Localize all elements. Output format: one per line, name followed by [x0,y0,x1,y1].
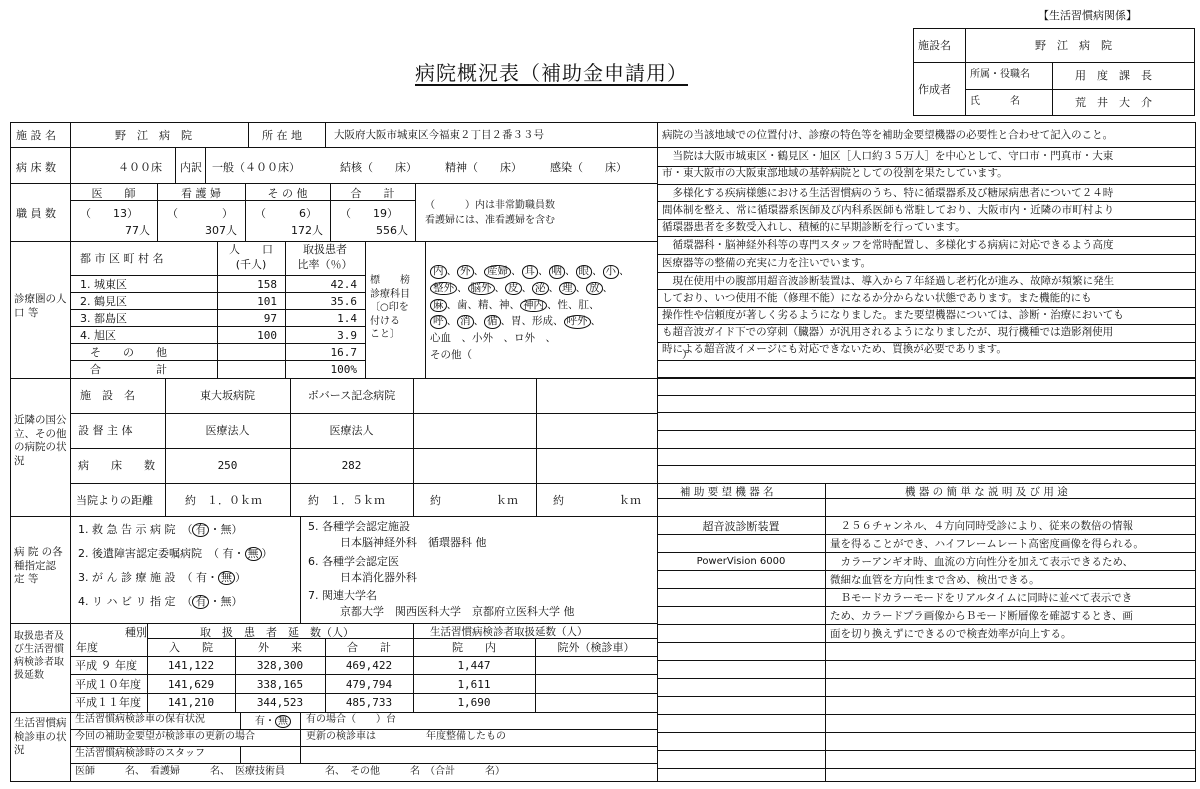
societies-value: 日本脳神経外科 循環器科 他 [340,536,487,549]
departments-line: 内 、 外 、 産婦 、 耳 、 咽 、 眼 、 小 、 [430,263,693,280]
description-line: しており、いつ使用不能（修理不能）になるか分からない状態であります。また機能的にも [662,292,1092,304]
department-item: 皮 [505,282,522,296]
header-author-label: 作成者 [918,83,951,96]
patient-cell: 1,447 [457,659,491,672]
patient-year: 平成 ９ 年度 [75,659,137,672]
certified-doctors-label: 6. 各種学会認定医 [308,555,399,568]
patient-cell: 141,210 [167,696,215,709]
patient-cell: 328,300 [256,659,304,672]
pop-row-ratio: 3.9 [337,329,357,342]
societies-label: 5. 各種学会認定施設 [308,520,410,533]
description-line: 循環器科・脳神経外科等の専門スタッフを常時配置し、多様化する病病に対応できるよう高度 [662,239,1114,251]
departments-label: 標 榜 診療科目 〔○印を 付ける こと〕 [370,275,410,340]
departments-line: その他（ ） [430,348,693,361]
universities-value: 京都大学 関西医科大学 京都府立医科大学 他 [340,605,575,618]
equipment-desc-line: 微細な血管を方向性まで含め、検出できる。 [830,574,1040,586]
staff-header-total: 合 計 [350,187,395,200]
department-item: 消 [457,315,474,329]
department-item: 産婦 [484,265,511,279]
beds-psych: 精神（ 床） [445,161,522,174]
staff-part-nurse: （ ） [167,207,233,220]
staff-full-total: 556人 [376,224,408,237]
row-facility-value: 野 江 病 院 [115,129,192,142]
right-instructions: 病院の当該地域での位置付け、診療の特色等を補助金要望機器の必要性と合わせて記入のこと。 [662,129,1114,141]
patient-year: 平成１１年度 [75,696,141,709]
vehicle-label: 生活習慣病検診車の状況 [14,717,67,757]
header-dept-label: 所属・役職名 [970,69,1030,80]
patients-type-label: 種別 [125,626,147,639]
vehicle-own-label: 生活習慣病検診車の保有状況 [75,714,205,725]
equipment-desc-line: Ｂモードカラーモードをリアルタイムに同時に並べて表示でき [830,592,1133,604]
neighbor-hospital-name: ボバース記念病院 [307,389,396,402]
patient-cell: 1,690 [457,696,491,709]
neighbor-facility-label: 施 設 名 [80,389,135,402]
pop-total-ratio: 100% [330,363,357,376]
description-line: 現在使用中の腹部用超音波診断装置は、導入から７年経過し老朽化が進み、故障が頻繁に発生 [662,275,1115,287]
department-item: 外 [457,265,474,279]
vehicle-own-option: 有・ 無 [255,715,291,728]
equipment-model: PowerVision 6000 [696,556,786,567]
department-item: 放 [586,282,603,296]
department-item: 歯 [457,298,468,311]
equipment-name: 超音波診断装置 [702,520,780,533]
neighbor-hospital-owner: 医療法人 [205,424,250,437]
designation-item: 2. 後遺障害認定委嘱病院 （ 有・ 無 ） [78,547,273,560]
header-name-label: 氏 名 [970,96,1020,107]
description-line: 多様化する疾病様態における生活習慣病のうち、特に循環器系及び糖尿病患者について２４時 [662,187,1114,199]
neighbor-hospital-distance: 約 ｋｍ [553,494,641,507]
department-item: 内 [430,265,447,279]
departments-list [430,263,693,364]
department-item: 眼 [576,265,593,279]
patients-year-label: 年度 [76,641,98,654]
page-title: 病院概況表（補助金申請用） [415,61,688,85]
department-item: 精 [478,298,489,311]
neighbor-hospital-distance: 約 １．５ｋｍ [308,494,385,507]
pop-row-value: 100 [257,329,277,342]
staff-note-nurse: 看護婦には、准看護婦を含む [425,215,555,226]
patient-cell: 479,794 [345,677,393,691]
department-item: 泌 [532,282,549,296]
description-line: 操作性や信頼度が著しく劣るようになりました。また要望機器については、診断・治療においても [662,309,1124,321]
equipment-desc-line: ため、カラードプラ画像からＢモード断層像を確認するとき、画 [830,610,1133,622]
department-item: 呼 [430,315,447,329]
vehicle-own-selected: 無 [275,715,291,728]
pop-col-pop2: (千人) [235,258,267,271]
pop-row-ratio: 35.6 [330,295,357,308]
description-line: 医療器等の整備の充実に力を注いでいます。 [662,257,872,269]
description-line: 当院は大阪市城東区・鶴見区・旭区［人口約３５万人］を中心として、守口市・門真市・大東 [662,150,1114,162]
description-line: 時による超音波イメージにも対応できないため、買換が必要であります。 [662,343,1007,355]
patients-label: 取扱患者及び生活習慣病検診者取扱延数 [14,631,64,681]
patient-cell: 485,733 [345,696,393,709]
description-line: も超音波ガイド下での穿刺（臓器）が汎用されるようになりましたが、現行機種では造影剤使用 [662,326,1114,338]
pop-total-label: 合 計 [90,363,167,376]
department-item: 咽 [549,265,566,279]
neighbor-hospital-beds: 282 [341,459,362,472]
location-value: 大阪府大阪市城東区今福東２丁目２番３３号 [334,129,544,141]
pop-other-ratio: 16.7 [330,346,357,359]
staff-full-doctor: 77人 [125,224,150,237]
beds-breakdown-label: 内訳 [180,161,202,174]
staff-note-parttime: （ ）内は非常勤職員数 [425,200,555,211]
pop-row-name: 3. 都島区 [80,312,127,325]
equipment-desc-line: ２５６チャンネル、４方向同時受診により、従来の数倍の情報 [830,520,1134,532]
pop-row-ratio: 1.4 [337,312,357,325]
designation-item: 4. リ ハ ビ リ 指 定 （ 有 ・無） [78,595,243,608]
department-item: 整外 [430,282,457,296]
pop-col-pop1: 人 口 [229,243,273,256]
patient-cell: 141,122 [167,659,215,672]
staff-full-other: 172人 [291,224,323,237]
beds-infect: 感染（ 床） [550,161,627,174]
staff-header-nurse: 看 護 婦 [181,187,221,200]
patients-col-total: 合 計 [347,641,391,654]
pop-row-value: 101 [257,295,277,308]
patient-cell: 469,422 [345,659,393,672]
departments-line: 整外 、 脳外 、 皮 、 泌 、 理 、 放 、 [430,280,693,297]
certified-doctors-value: 日本消化器外科 [340,571,417,584]
neighbor-hospital-distance: 約 ｋｍ [430,494,518,507]
patient-cell: 338,165 [256,677,304,691]
departments-line: 呼 、 消 、 循 、胃、形成、 呼外 、 [430,313,693,330]
pop-row-ratio: 42.4 [330,278,357,291]
pop-col-ratio2: 比率（％） [297,258,353,271]
departments-line: 麻 、歯、精、神、 神内 、性、肛、 [430,297,693,314]
department-item: 耳 [522,265,539,279]
patient-cell: 344,523 [256,696,304,709]
patient-cell: 1,611 [457,677,491,691]
header-facility-label: 施設名 [918,39,951,52]
equipment-col-desc: 機 器 の 簡 単 な 説 明 及 び 用 途 [905,486,1068,498]
vehicle-replace-label: 今回の補助金要望が検診車の更新の場合 [75,731,255,742]
designations-label: 病 院 の各種指定認 定 等 [14,546,63,586]
neighbor-hospital-owner: 医療法人 [329,424,374,437]
neighbor-distance-label: 当院よりの距離 [76,494,153,507]
staff-header-other: そ の 他 [267,187,308,200]
department-item: 小 [603,265,620,279]
staff-part-other: （ 6） [255,207,317,220]
department-item: 胃 [511,315,522,328]
pop-other-label: そ の 他 [90,346,167,359]
department-item: 麻 [430,299,447,313]
department-item: 神 [499,298,510,311]
patients-checkup-header: 生活習慣病検診者取扱延数（人） [430,626,588,638]
vehicle-own-count: 有の場合（ ）台 [306,714,396,725]
neighbor-beds-label: 病 床 数 [78,459,155,472]
beds-label: 病 床 数 [16,161,56,174]
neighbor-hospital-beds: 250 [217,459,238,472]
pop-row-value: 158 [257,278,277,291]
location-label: 所 在 地 [262,129,302,142]
universities-label: 7. 関連大学名 [308,589,377,602]
staff-header-doctor: 医 師 [91,187,136,200]
department-item: 脳外 [468,282,495,296]
patients-main-header: 取 扱 患 者 延 数（人） [200,626,354,639]
department-item: 呼外 [564,315,591,329]
vehicle-replace-value: 更新の検診車は 年度整備したもの [306,731,506,742]
staff-label: 職 員 数 [16,207,56,220]
department-item: 理 [559,282,576,296]
beds-tb: 結核（ 床） [340,161,417,174]
designation-item: 3. が ん 診 療 施 設 （ 有・ 無 ） [78,571,246,584]
category-tag: 【生活習慣病関係】 [1038,9,1137,22]
beds-total: ４００床 [118,161,162,174]
pop-col-city: 都 市 区 町 村 名 [80,252,164,265]
neighbor-hospital-name: 東大坂病院 [200,389,255,402]
pop-col-ratio1: 取扱患者 [303,243,347,256]
pop-row-value: 97 [263,312,277,325]
vehicle-staff-value: 医師 名、 看護婦 名、 医療技術員 名、 その他 名 （合計 名） [75,766,505,777]
pop-row-name: 4. 旭区 [80,329,116,342]
staff-part-total: （ 19） [340,207,398,220]
header-facility-value: 野 江 病 院 [1035,39,1112,52]
equipment-col-name: 補 助 要 望 機 器 名 [680,486,774,498]
neighbor-label: 近隣の国公立、その他の病院の状況 [14,414,67,467]
header-name-value: 荒 井 大 介 [1075,96,1152,109]
row-facility-label: 施 設 名 [16,129,56,142]
patient-cell: 141,629 [167,677,215,691]
patients-col-outpatient: 外 来 [258,641,302,654]
description-line: 間体制を整え、常に循環器系医師及び内科系医師も常駐しており、大阪市内・近隣の市町村より [662,204,1115,216]
description-line: 市・東大阪市の大阪東部地域の基幹病院としての役割を果たしています。 [662,167,1008,179]
equipment-desc-line: 面を切り換えずにできるので検査効率が向上する。 [830,628,1072,640]
staff-part-doctor: （ 13） [80,207,138,220]
beds-general: 一般（４００床） [212,161,300,174]
neighbor-owner-label: 設 督 主 体 [78,424,133,437]
patients-col-inpatient: 入 院 [169,641,213,654]
department-item: 形成 [532,315,553,328]
department-item: 循 [484,315,501,329]
header-dept-value: 用 度 課 長 [1075,69,1152,82]
department-item: 肛 [578,298,589,311]
pop-row-name: 1. 城東区 [80,278,127,291]
population-label: 診療圏の人 口 等 [14,293,67,319]
description-line: 循環器患者を多数受入れし、積極的に早期診断を行っています。 [662,221,966,233]
staff-full-nurse: 307人 [205,224,237,237]
equipment-desc-line: カラーアンギオ時、血流の方向性分を加えて表示できるため、 [830,556,1134,568]
patients-col-outside: 院外（検診車） [557,641,635,654]
equipment-desc-line: 量を得ることができ、ハイフレームレート高密度画像を得られる。 [830,538,1144,550]
neighbor-hospital-distance: 約 １．０ｋｍ [185,494,262,507]
department-item: 性 [557,298,568,311]
pop-row-name: 2. 鶴見区 [80,295,127,308]
patient-year: 平成１０年度 [75,677,141,691]
patients-col-inside: 院 内 [452,641,496,654]
departments-line: 心血 、小外 、ロ外 、 [430,332,556,345]
department-item: 神内 [520,299,547,313]
vehicle-staff-label: 生活習慣病検診時のスタッフ [75,748,205,759]
designation-item: 1. 救 急 告 示 病 院 （ 有 ・無） [78,523,243,536]
